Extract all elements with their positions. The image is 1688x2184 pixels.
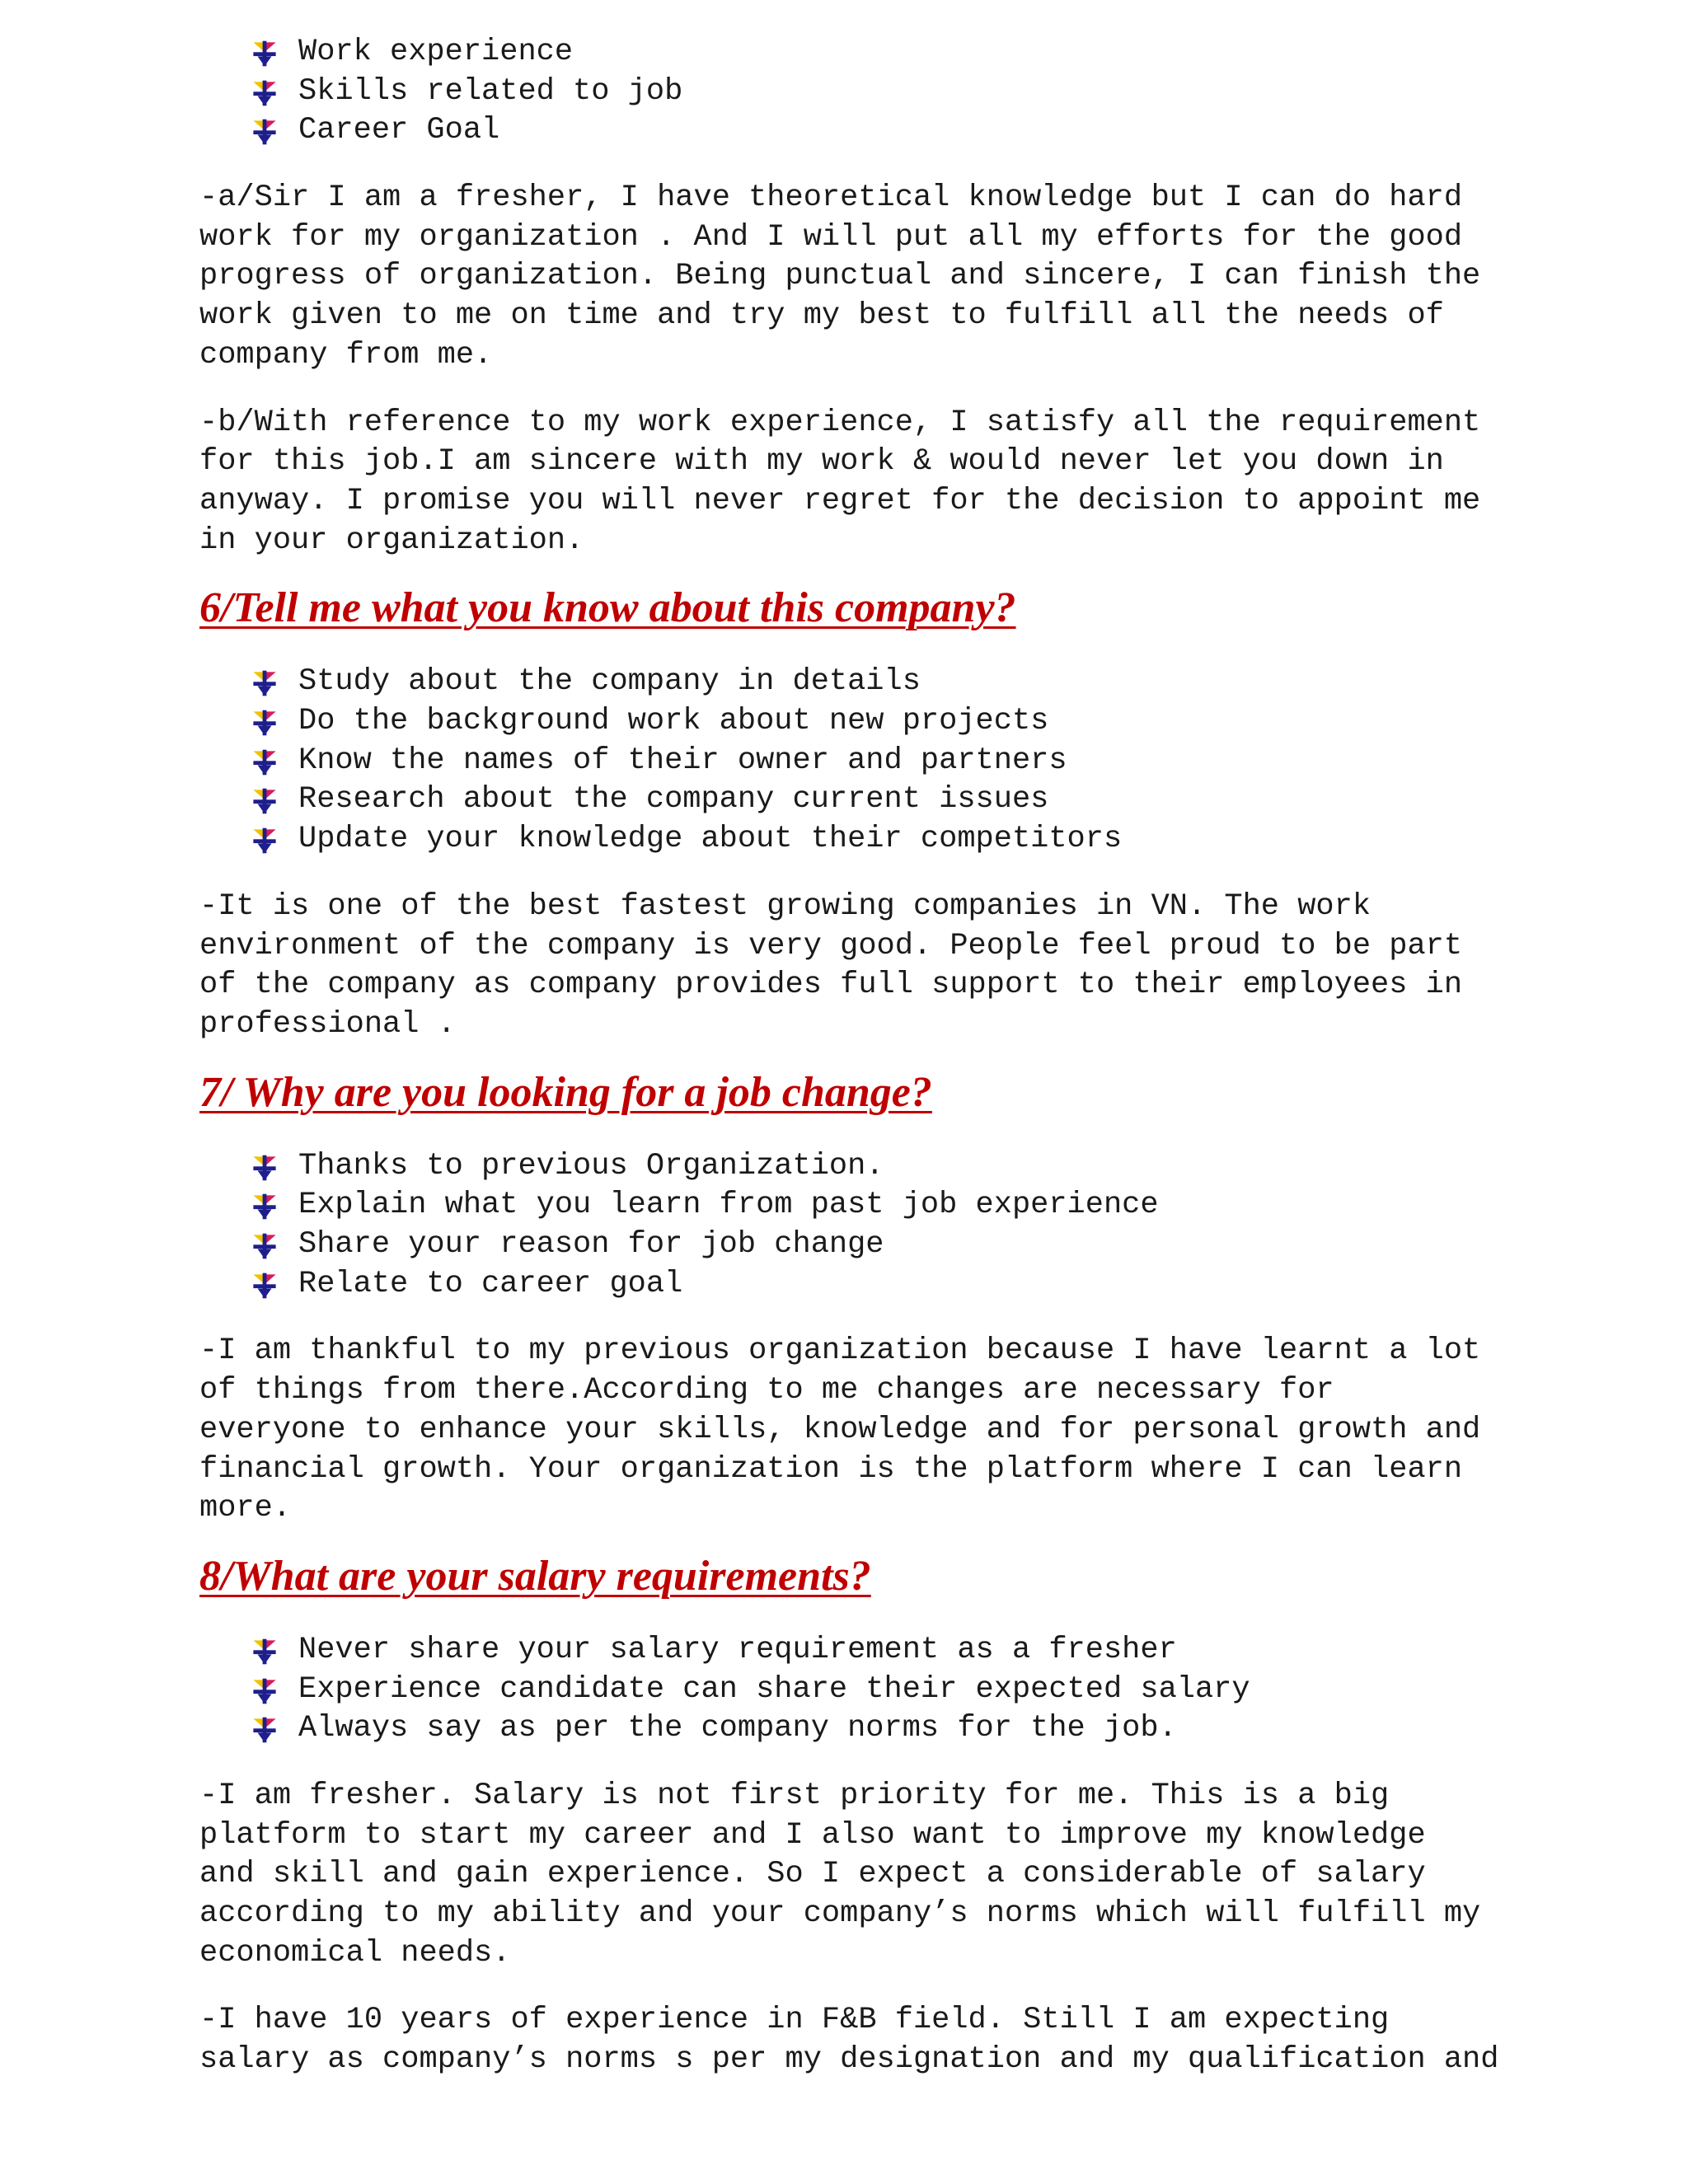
list-item-text: Study about the company in details	[298, 664, 921, 700]
list-item-text: Always say as per the company norms for the job.	[298, 1711, 1177, 1746]
list-item-text: Skills related to job	[298, 73, 683, 109]
arrow-down-bullet-icon	[251, 1638, 279, 1666]
list-item-text: Career Goal	[298, 113, 500, 148]
document-body	[199, 33, 1510, 2080]
list-item-text: Work experience	[298, 35, 574, 69]
arrow-down-bullet-icon	[251, 1716, 279, 1744]
arrow-down-bullet-icon	[251, 827, 279, 855]
list-item	[251, 1226, 1510, 1265]
arrow-down-bullet-icon	[251, 709, 279, 737]
list-item	[251, 1265, 1510, 1305]
answer-paragraph-b: -b/With reference to my work experience, I satisfy all the requirement for this job.I am sincere with my work & would never let you down in anyway. I promise you will never regret for the decision to appoint me in your organization.	[199, 405, 1481, 558]
arrow-down-bullet-icon	[251, 1193, 279, 1221]
answer-paragraph-a: -a/Sir I am a fresher, I have theoretical knowledge but I can do hard work for my organization . And I will put all my efforts for the good progress of organization. Being punctual and sincere, I can finish the work given to me on time and try my best to fulfill all the needs of company from me.	[199, 180, 1481, 373]
list-item	[251, 820, 1510, 860]
list-item	[251, 742, 1510, 781]
arrow-down-bullet-icon	[251, 748, 279, 776]
question-6-heading: 6/Tell me what you know about this company?	[199, 584, 1016, 632]
arrow-down-bullet-icon	[251, 669, 279, 697]
arrow-down-bullet-icon	[251, 79, 279, 107]
arrow-down-bullet-icon	[251, 118, 279, 146]
list-item	[251, 73, 1510, 112]
arrow-down-bullet-icon	[251, 787, 279, 815]
question-8-answer-fresher: -I am fresher. Salary is not first priority for me. This is a big platform to start my career and I also want to improve my knowledge and skill and gain experience. So I expect a considerable of salary according to my ability and your company’s norms which will fulfill my economical needs.	[199, 1778, 1481, 1971]
intro-bullet-list	[199, 33, 1510, 151]
list-item	[251, 1147, 1510, 1187]
list-item	[251, 1631, 1510, 1671]
list-item-text: Update your knowledge about their competitors	[298, 822, 1123, 857]
list-item-text: Experience candidate can share their expected salary	[298, 1671, 1250, 1707]
question-7-bullet-list	[199, 1147, 1510, 1305]
list-item-text: Research about the company current issues	[298, 782, 1049, 818]
arrow-down-bullet-icon	[251, 1232, 279, 1260]
list-item-text: Relate to career goal	[298, 1266, 683, 1301]
question-6-bullet-list	[199, 663, 1510, 859]
list-item	[251, 1671, 1510, 1710]
list-item-text: Explain what you learn from past job experience	[298, 1188, 1159, 1223]
question-8-bullet-list	[199, 1631, 1510, 1749]
question-6-answer: -It is one of the best fastest growing companies in VN. The work environment of the company is very good. People feel proud to be part of the company as company provides full support to their employees in professional .	[199, 888, 1463, 1042]
list-item	[251, 780, 1510, 820]
list-item	[251, 663, 1510, 702]
list-item-text: Share your reason for job change	[298, 1227, 884, 1263]
list-item	[251, 702, 1510, 742]
list-item	[251, 33, 1510, 73]
arrow-down-bullet-icon	[251, 40, 279, 68]
arrow-down-bullet-icon	[251, 1154, 279, 1182]
question-7-answer: -I am thankful to my previous organization because I have learnt a lot of things from there.According to me changes are necessary for everyone to enhance your skills, knowledge and for personal growth and financial growth. Your organization is the platform where I can learn more.	[199, 1333, 1481, 1526]
arrow-down-bullet-icon	[251, 1677, 279, 1705]
list-item	[251, 1709, 1510, 1749]
list-item-text: Never share your salary requirement as a fresher	[298, 1632, 1177, 1667]
arrow-down-bullet-icon	[251, 1272, 279, 1300]
question-7-heading: 7/ Why are you looking for a job change?	[199, 1068, 932, 1116]
list-item	[251, 1186, 1510, 1226]
list-item	[251, 111, 1510, 151]
list-item-text: Know the names of their owner and partners	[298, 743, 1067, 778]
list-item-text: Thanks to previous Organization.	[298, 1148, 884, 1183]
question-8-answer-experienced: -I have 10 years of experience in F&B field. Still I am expecting salary as company’s norms s per my designation and my qualification and	[199, 2003, 1499, 2078]
list-item-text: Do the background work about new projects	[298, 704, 1049, 739]
question-8-heading: 8/What are your salary requirements?	[199, 1552, 871, 1600]
